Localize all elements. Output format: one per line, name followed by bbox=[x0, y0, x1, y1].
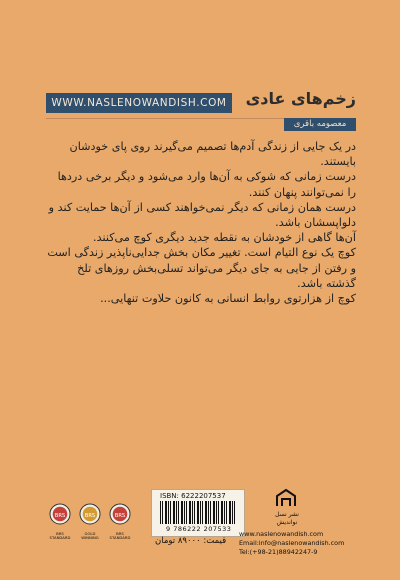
blurb-paragraph: در یک جایی از زندگی آدم‌ها تصمیم می‌گیرند روی پای خودشان بایستند. bbox=[69, 140, 356, 169]
book-title: زخم‌های عادی bbox=[245, 89, 356, 108]
barcode-icon bbox=[160, 501, 236, 524]
blurb-paragraph: کوچ از هزارتوی روابط انسانی به کانون حلاوت تنهایی... bbox=[100, 292, 356, 306]
email-text: Email:info@naslenowandish.com bbox=[239, 539, 345, 547]
blurb-paragraph: درست زمانی که شوکی به آن‌ها وارد می‌شود و دیگر برخی دردها را نمی‌توانند پنهان کنند. bbox=[57, 170, 356, 199]
title-row bbox=[0, 89, 400, 115]
blurb-paragraph: و رفتن از جایی به جای دیگر می‌تواند تسلی‌بخش روزهای تلخ گذشته باشد. bbox=[77, 261, 356, 290]
badge-caption: BRS STANDARD bbox=[109, 531, 131, 540]
website-text: www.naslenowandish.com bbox=[239, 530, 324, 538]
badge-text: BRS bbox=[54, 512, 66, 519]
brs-badge-icon bbox=[47, 502, 73, 530]
publisher-logo-icon bbox=[274, 486, 298, 510]
blurb-paragraph: درست همان زمانی که دیگر نمی‌خواهند کسی از آن‌ها حمایت کند و دلواپسشان باشد. bbox=[48, 200, 356, 230]
gold-badge-icon bbox=[77, 502, 103, 530]
isbn-text: ISBN: 6222207537 bbox=[160, 492, 226, 500]
badge-caption: BRS STANDARD bbox=[49, 531, 71, 540]
barcode-number: 9 786222 207533 bbox=[166, 525, 232, 533]
blurb-text bbox=[46, 139, 356, 306]
cover-footer bbox=[0, 480, 400, 580]
blurb-paragraph: آن‌ها گاهی از خودشان به نقطه جدید دیگری کوچ می‌کنند. bbox=[93, 231, 356, 245]
publisher-name: نشر نسل نواندیش bbox=[275, 511, 299, 526]
brs-badge-icon bbox=[107, 502, 133, 530]
badge-text: BRS bbox=[84, 512, 96, 519]
price-text: قیمت: ۸۹۰۰۰ تومان bbox=[155, 536, 227, 546]
publisher-contact bbox=[239, 530, 347, 557]
award-badges bbox=[47, 502, 133, 540]
author-row bbox=[46, 118, 356, 132]
badge-text: BRS bbox=[114, 512, 126, 519]
author-name: معصومه باقری bbox=[284, 118, 356, 131]
badge-caption: GOLD WINNING bbox=[81, 531, 99, 540]
website-band: WWW.NASLENOWANDISH.COM bbox=[46, 93, 232, 113]
barcode bbox=[151, 489, 245, 537]
blurb-paragraph: کوچ یک نوع التیام است. تغییر مکان بخش جدایی‌ناپذیر زندگی است bbox=[47, 246, 356, 260]
phone-text: Tel:(+98-21)88942247-9 bbox=[239, 548, 318, 556]
